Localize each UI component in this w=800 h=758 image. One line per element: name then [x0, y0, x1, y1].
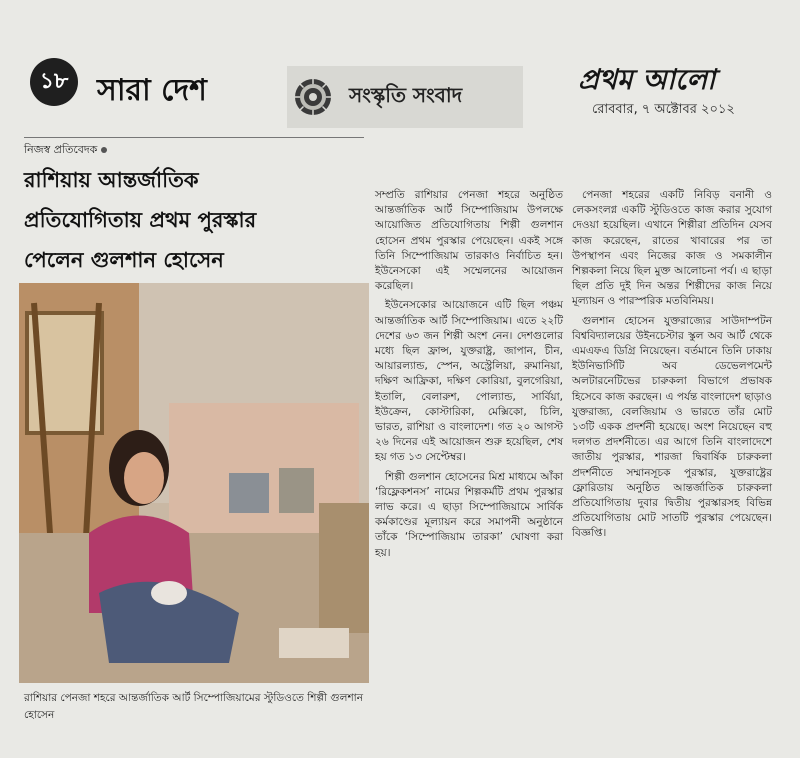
- bullet-icon: [101, 147, 107, 153]
- studio-photo-illustration: [19, 283, 369, 683]
- article-headline: [24, 160, 369, 280]
- mandala-icon: [293, 77, 333, 117]
- headline-line: পেলেন গুলশান হোসেন: [24, 248, 224, 272]
- article-column-1: [375, 188, 563, 565]
- headline-line: রাশিয়ায় আন্তর্জাতিক: [24, 168, 199, 192]
- paragraph: গুলশান হোসেন যুক্তরাজ্যের সাউদাম্পটন বিশ্ববিদ্যালয়ের উইনচেস্টার স্কুল অব আর্ট থেকে এমএফএ ডিগ্রি নিয়েছেন। বর্তমানে তিনি ঢাকায় ইউনিভার্সিটি অব ডেভেলপমেন্ট অলটারনেটিভের চারুকলা বিভাগে প্রভাষক হিসেবে কাজ করছেন। এ পর্যন্ত বাংলাদেশ ছাড়াও যুক্তরাজ্য, বেলজিয়াম ও ভারতে তাঁর মোট ১৩টি একক প্রদর্শনী হয়েছে। অংশ নিয়েছেন বহু দলগত প্রদর্শনীতে। এর আগে তিনি বাংলাদেশে জাতীয় পুরস্কার, শারজা দ্বিবার্ষিক চারুকলা প্রদর্শনীতে সম্মানসূচক পুরস্কার, যুক্তরাষ্ট্রের ফ্লোরিডায় অনুষ্ঠিত আন্তর্জাতিক চারুকলা প্রতিযোগিতায় দুবার দ্বিতীয় পুরস্কারসহ বিভিন্ন প্রতিযোগিতায় মোট সাতটি পুরস্কার পেয়েছেন। বিজ্ঞপ্তি।: [572, 314, 772, 540]
- paragraph: শিল্পী গুলশান হোসেনের মিশ্র মাধ্যমে আঁকা ‘রিফ্লেকশনস’ নামের শিল্পকর্মটি প্রথম পুরস্কার লাভ করে। এ ছাড়া সিম্পোজিয়ামে সার্বিক কর্মকাণ্ডের মূল্যায়ন করে সমাপনী অনুষ্ঠানে তাঁকে ‘সিম্পোজিয়াম তারকা’ ঘোষণা করা হয়।: [375, 470, 563, 559]
- artist-photo: [19, 283, 369, 683]
- reporter-name: নিজস্ব প্রতিবেদক: [24, 143, 98, 156]
- paragraph: ইউনেসকোর আয়োজনে এটি ছিল পঞ্চম আন্তর্জাতিক আর্ট সিম্পোজিয়াম। এতে ২২টি দেশের ৬৩ জন শিল্পী অংশ নেন। দেশগুলোর মধ্যে ছিল ফ্রান্স, যুক্তরাষ্ট্র, জাপান, চীন, আয়ারল্যান্ড, স্পেন, অস্ট্রেলিয়া, রুমানিয়া, দক্ষিণ আফ্রিকা, দক্ষিণ কোরিয়া, বুলগেরিয়া, ইতালি, বেলারুশ, পোল্যান্ড, সার্বিয়া, ইউক্রেন, কোস্টারিকা, মেক্সিকো, চিলি, ভারত, রাশিয়া ও বাংলাদেশ। গত ২০ আগস্ট ২৬ দিনের এই আয়োজন শুরু হয়েছিল, শেষ হয় গত ১৩ সেপ্টেম্বর।: [375, 299, 563, 464]
- article-column-2: [572, 188, 772, 546]
- paragraph: সম্প্রতি রাশিয়ার পেনজা শহরে অনুষ্ঠিত আন্তর্জাতিক আর্ট সিম্পোজিয়াম উপলক্ষে আয়োজিত প্রতিযোগিতায় শিল্পী গুলশান হোসেন প্রথম পুরস্কার পেয়েছেন। একই সঙ্গে তিনি সিম্পোজিয়াম তারকাও নির্বাচিত হন। ইউনেসকো এই সম্মেলনের আয়োজন করেছিল।: [375, 189, 563, 293]
- photo-caption: রাশিয়ার পেনজা শহরে আন্তর্জাতিক আর্ট সিম্পোজিয়ামের স্টুডিওতে শিল্পী গুলশান হোসেন: [24, 692, 363, 721]
- reporter-byline: [24, 137, 364, 160]
- page-number-badge: ১৮: [30, 58, 78, 106]
- newspaper-logo: প্রথম আলো: [578, 63, 716, 96]
- section-title: সারা দেশ: [97, 73, 207, 108]
- paragraph: পেনজা শহরের একটি নিবিড় বনানী ও লেকসংলগ্ন একটি স্টুডিওতে কাজ করার সুযোগ দেওয়া হয়েছিল। এখানে শিল্পীরা প্রতিদিন যেসব কাজ করেছেন, রাতের খাবারের পর তা উপস্থাপন এবং নিজের কাজ ও সমকালীন শিল্পকলা নিয়ে ছিল মুক্ত আলোচনা পর্ব। এ ছাড়া ছিল প্রতি দুই দিন অন্তর শিল্পীদের কাজ নিয়ে মূল্যায়ন ও পারস্পরিক মতবিনিময়।: [572, 189, 772, 308]
- headline-line: প্রতিযোগিতায় প্রথম পুরস্কার: [24, 208, 257, 232]
- culture-section-banner: [287, 66, 523, 128]
- publication-date: রোববার, ৭ অক্টোবর ২০১২: [592, 102, 735, 117]
- culture-title: সংস্কৃতি সংবাদ: [349, 82, 463, 107]
